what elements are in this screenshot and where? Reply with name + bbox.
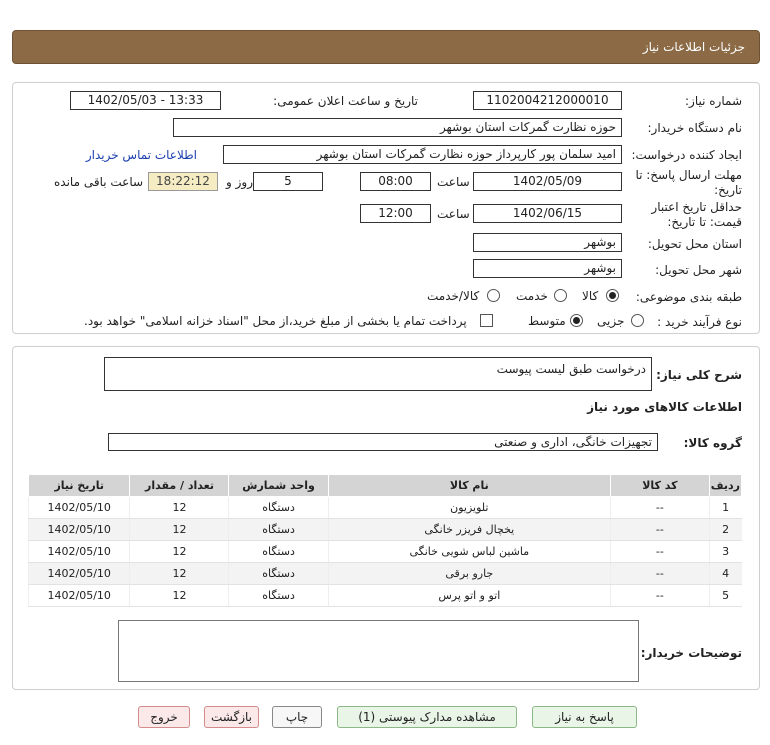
table-row — [29, 585, 742, 607]
page-title: جزئیات اطلاعات نیاز — [642, 40, 745, 54]
col-row: ردیف — [709, 475, 741, 497]
category-radio-goods-service[interactable] — [487, 289, 500, 302]
cell-name: تلویزیون — [328, 497, 610, 519]
back-button[interactable]: بازگشت — [204, 706, 259, 728]
remaining-time-field: 18:22:12 — [148, 172, 218, 191]
table-row — [29, 563, 742, 585]
cell-code: -- — [610, 585, 709, 607]
cell-date: 1402/05/10 — [29, 519, 130, 541]
cell-date: 1402/05/10 — [29, 585, 130, 607]
cell-unit: دستگاه — [229, 519, 328, 541]
goods-table — [28, 474, 742, 607]
purchase-type-label: نوع فرآیند خرید : — [657, 315, 742, 329]
col-unit: واحد شمارش — [229, 475, 328, 497]
city-label: شهر محل تحویل: — [655, 263, 742, 277]
category-label: طبقه بندی موضوعی: — [635, 290, 742, 304]
category-radio-goods[interactable] — [606, 289, 619, 302]
need-number-label: شماره نیاز: — [685, 94, 742, 108]
remaining-label: ساعت باقی مانده — [54, 175, 144, 189]
page-header — [12, 30, 760, 64]
col-qty: تعداد / مقدار — [130, 475, 229, 497]
cell-code: -- — [610, 519, 709, 541]
cell-qty: 12 — [130, 541, 229, 563]
category-option-service: خدمت — [516, 289, 548, 303]
table-row — [29, 519, 742, 541]
cell-qty: 12 — [130, 519, 229, 541]
description-field: درخواست طبق لیست پیوست — [104, 357, 652, 391]
city-field: بوشهر — [473, 259, 622, 278]
cell-name: ماشین لباس شویی خانگی — [328, 541, 610, 563]
buyer-notes-field — [118, 620, 639, 682]
province-label: استان محل تحویل: — [647, 237, 742, 251]
cell-unit: دستگاه — [229, 541, 328, 563]
print-button[interactable]: چاپ — [272, 706, 322, 728]
table-row — [29, 497, 742, 519]
view-attachments-button[interactable]: مشاهده مدارک پیوستی (1) — [337, 706, 517, 728]
validity-label: حداقل تاریخ اعتبار قیمت: تا تاریخ: — [651, 200, 742, 229]
province-field: بوشهر — [473, 233, 622, 252]
goods-section-title: اطلاعات کالاهای مورد نیاز — [587, 400, 742, 414]
treasury-payment-note: پرداخت تمام یا بخشی از مبلغ خرید،از محل "اسناد خزانه اسلامی" خواهد بود. — [84, 314, 467, 328]
need-number-field: 1102004212000010 — [473, 91, 622, 110]
deadline-label: مهلت ارسال پاسخ: تا تاریخ: — [635, 168, 742, 197]
goods-group-field: تجهیزات خانگی، اداری و صنعتی — [108, 433, 658, 451]
remaining-days-field: 5 — [253, 172, 323, 191]
reply-to-need-button[interactable]: پاسخ به نیاز — [532, 706, 637, 728]
category-option-goods: کالا — [582, 289, 599, 303]
validity-date-field: 1402/06/15 — [473, 204, 622, 223]
cell-row: 2 — [709, 519, 741, 541]
validity-time-field: 12:00 — [360, 204, 431, 223]
cell-unit: دستگاه — [229, 497, 328, 519]
cell-row: 3 — [709, 541, 741, 563]
cell-code: -- — [610, 497, 709, 519]
buyer-notes-label: توضیحات خریدار: — [640, 646, 742, 660]
creator-field: امید سلمان پور کارپرداز حوزه نظارت گمرکات استان بوشهر — [223, 145, 622, 164]
cell-row: 1 — [709, 497, 741, 519]
cell-row: 5 — [709, 585, 741, 607]
col-code: کد کالا — [610, 475, 709, 497]
cell-code: -- — [610, 541, 709, 563]
deadline-date-field: 1402/05/09 — [473, 172, 622, 191]
cell-code: -- — [610, 563, 709, 585]
treasury-payment-checkbox[interactable] — [480, 314, 493, 327]
cell-date: 1402/05/10 — [29, 497, 130, 519]
col-name: نام کالا — [328, 475, 610, 497]
cell-qty: 12 — [130, 585, 229, 607]
cell-name: اتو و اتو پرس — [328, 585, 610, 607]
purchase-option-medium: متوسط — [528, 314, 566, 328]
col-date: تاریخ نیاز — [29, 475, 130, 497]
days-label: روز و — [226, 175, 253, 189]
table-row — [29, 541, 742, 563]
validity-time-label: ساعت — [437, 207, 470, 221]
exit-button[interactable]: خروج — [138, 706, 190, 728]
cell-unit: دستگاه — [229, 563, 328, 585]
buyer-contact-link[interactable]: اطلاعات تماس خریدار — [85, 148, 197, 162]
cell-name: جارو برقی — [328, 563, 610, 585]
purchase-radio-minor[interactable] — [631, 314, 644, 327]
cell-unit: دستگاه — [229, 585, 328, 607]
description-label: شرح کلی نیاز: — [656, 368, 742, 382]
creator-label: ایجاد کننده درخواست: — [631, 148, 742, 162]
cell-qty: 12 — [130, 497, 229, 519]
purchase-radio-medium[interactable] — [570, 314, 583, 327]
cell-qty: 12 — [130, 563, 229, 585]
deadline-time-label: ساعت — [437, 175, 470, 189]
cell-date: 1402/05/10 — [29, 563, 130, 585]
buyer-org-field: حوزه نظارت گمرکات استان بوشهر — [173, 118, 622, 137]
goods-group-label: گروه کالا: — [683, 436, 742, 450]
deadline-time-field: 08:00 — [360, 172, 431, 191]
goods-table-header — [29, 475, 742, 497]
cell-name: یخچال فریزر خانگی — [328, 519, 610, 541]
cell-date: 1402/05/10 — [29, 541, 130, 563]
category-radio-service[interactable] — [554, 289, 567, 302]
category-option-goods-service: کالا/خدمت — [427, 289, 480, 303]
buyer-org-label: نام دستگاه خریدار: — [647, 121, 742, 135]
purchase-option-minor: جزیی — [597, 314, 625, 328]
cell-row: 4 — [709, 563, 741, 585]
announce-datetime-field: 1402/05/03 - 13:33 — [70, 91, 221, 110]
announce-datetime-label: تاریخ و ساعت اعلان عمومی: — [273, 94, 418, 108]
